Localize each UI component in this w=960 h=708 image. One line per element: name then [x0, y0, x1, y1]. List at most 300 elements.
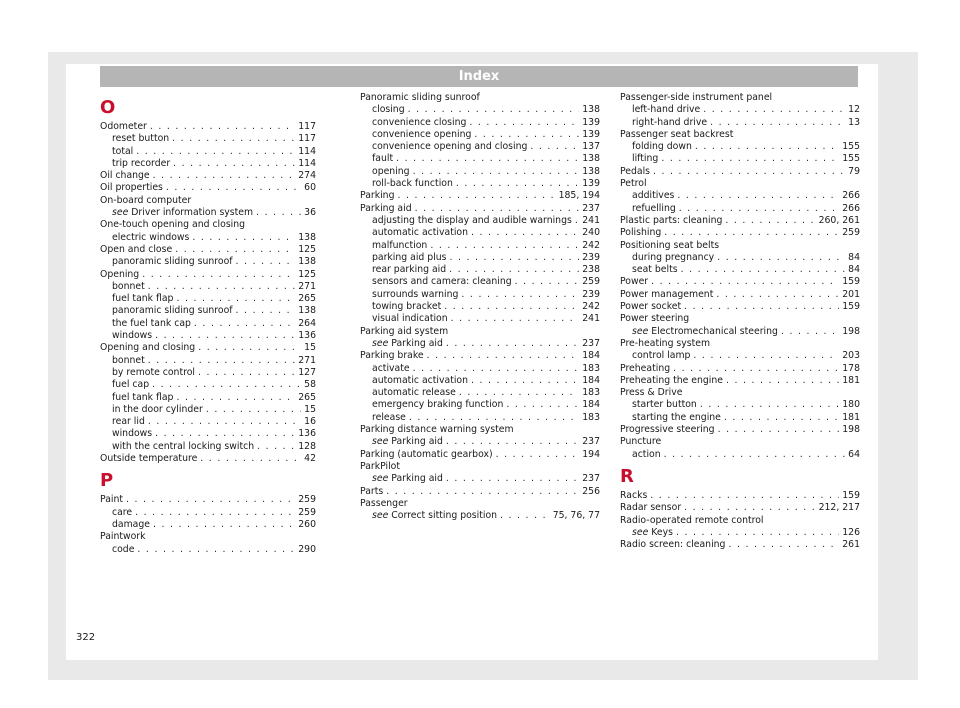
page-reference: 13 — [848, 116, 860, 128]
entry-text: fuel cap — [112, 379, 150, 391]
page-reference: 237 — [582, 202, 600, 214]
entry-label — [112, 232, 189, 244]
index-subentry — [100, 305, 316, 317]
dot-leader — [474, 129, 579, 141]
entry-text: Parking aid — [360, 202, 412, 214]
dot-leader — [415, 203, 580, 215]
dot-leader — [150, 121, 295, 133]
entry-text: Progressive steering — [620, 424, 715, 436]
entry-label — [372, 215, 572, 227]
dot-leader — [198, 342, 301, 354]
index-entry — [360, 424, 600, 436]
dot-leader — [166, 182, 301, 194]
dot-leader — [653, 166, 845, 178]
index-subentry — [100, 416, 316, 428]
page-reference: 117 — [298, 121, 316, 132]
entry-text: convenience opening and closing — [372, 141, 528, 153]
dot-leader — [515, 276, 580, 288]
page-reference: 181 — [842, 411, 860, 423]
entry-label — [360, 350, 424, 362]
entry-label — [372, 412, 406, 424]
index-subentry — [620, 153, 860, 165]
entry-text: Passenger-side instrument panel — [620, 92, 773, 103]
page-reference: 16 — [304, 416, 316, 428]
entry-text: Positioning seat belts — [620, 239, 720, 251]
entry-text: bonnet — [112, 280, 145, 292]
dot-leader — [469, 117, 579, 129]
index-subentry — [360, 252, 600, 264]
entry-text: Parking aid system — [360, 325, 449, 337]
entry-label — [620, 301, 681, 313]
entry-label — [620, 539, 725, 551]
entry-label — [632, 326, 778, 338]
page-reference: 290 — [298, 543, 316, 555]
entry-label — [112, 256, 233, 268]
entry-text: total — [112, 145, 134, 157]
entry-label — [100, 121, 147, 133]
index-column-3 — [620, 92, 860, 551]
entry-label — [620, 490, 647, 502]
entry-text: surrounds warning — [372, 288, 459, 300]
entry-text: Oil properties — [100, 182, 163, 194]
dot-leader — [506, 399, 579, 411]
entry-text: Parking aid — [391, 337, 443, 349]
entry-label — [372, 436, 443, 448]
dot-leader — [172, 133, 295, 145]
page-reference: 183 — [582, 411, 600, 423]
index-subentry — [360, 473, 600, 485]
entry-text: Passenger seat backrest — [620, 128, 734, 140]
index-subentry — [360, 215, 600, 227]
dot-leader — [449, 264, 579, 276]
entry-text: Press & Drive — [620, 387, 683, 399]
dot-leader — [236, 256, 296, 268]
entry-label — [620, 92, 772, 103]
entry-label — [372, 375, 468, 387]
page-reference: 260, 261 — [818, 214, 860, 226]
entry-label — [360, 92, 480, 103]
dot-leader — [142, 269, 295, 281]
dot-leader — [530, 141, 579, 153]
entry-text: parking aid plus — [372, 251, 447, 263]
index-entry — [620, 276, 860, 288]
index-subentry — [620, 449, 860, 461]
entry-text: visual indication — [372, 313, 448, 325]
index-subentry — [100, 232, 316, 244]
index-entry — [100, 195, 316, 207]
index-subentry — [360, 375, 600, 387]
entry-text: Radar sensor — [620, 502, 682, 514]
page-reference: 266 — [842, 202, 860, 214]
dot-leader — [173, 158, 295, 170]
entry-label — [620, 129, 733, 140]
entry-text: Opening — [100, 268, 140, 280]
page-reference: 271 — [298, 354, 316, 366]
entry-text: Power — [620, 276, 649, 288]
entry-label — [112, 318, 191, 330]
dot-leader — [684, 301, 839, 313]
dot-leader — [175, 244, 295, 256]
index-subentry — [100, 519, 316, 531]
entry-text: One-touch opening and closing — [100, 219, 246, 231]
entry-label — [372, 338, 443, 350]
dot-leader — [430, 240, 579, 252]
entry-label — [620, 276, 648, 288]
page-reference: 265 — [298, 293, 316, 305]
page-reference: 264 — [298, 317, 316, 329]
entry-text: closing — [372, 104, 405, 116]
page-reference: 138 — [582, 165, 600, 177]
entry-label — [112, 428, 152, 440]
page-reference: 12 — [848, 104, 860, 116]
page-reference: 184 — [582, 350, 600, 362]
entry-text: Radio screen: cleaning — [620, 539, 726, 551]
entry-label — [632, 104, 700, 116]
index-column-2 — [360, 92, 600, 522]
entry-text: additives — [632, 190, 675, 202]
section-letter: P — [100, 470, 114, 492]
index-entry — [100, 219, 316, 231]
index-subentry — [100, 207, 316, 219]
see-reference: see — [372, 436, 389, 448]
entry-label — [372, 129, 471, 141]
entry-label — [112, 158, 170, 170]
index-entry — [620, 436, 860, 448]
page-reference: 238 — [582, 264, 600, 276]
page-reference: 260 — [298, 518, 316, 530]
page-reference: 125 — [298, 243, 316, 255]
dot-leader — [451, 313, 580, 325]
page-reference: 265 — [298, 391, 316, 403]
entry-label — [100, 342, 195, 354]
entry-text: activate — [372, 362, 410, 374]
index-entry — [620, 424, 860, 436]
index-entry — [360, 486, 600, 498]
dot-leader — [677, 190, 839, 202]
entry-label — [112, 330, 152, 342]
page-reference: 136 — [298, 428, 316, 440]
dot-leader — [155, 330, 295, 342]
entry-text: rear parking aid — [372, 264, 447, 276]
entry-label — [632, 190, 674, 202]
page-reference: 114 — [298, 145, 316, 157]
index-subentry — [620, 412, 860, 424]
dot-leader — [695, 141, 839, 153]
entry-label — [100, 494, 123, 506]
dot-leader — [676, 527, 839, 539]
entry-text: code — [112, 543, 135, 555]
entry-text: fault — [372, 153, 394, 165]
entry-text: panoramic sliding sunroof — [112, 305, 233, 317]
dot-leader — [710, 117, 845, 129]
dot-leader — [450, 252, 580, 264]
index-subentry — [100, 256, 316, 268]
dot-leader — [700, 399, 839, 411]
dot-leader — [650, 490, 839, 502]
entry-text: left-hand drive — [632, 104, 701, 116]
entry-text: Power management — [620, 288, 714, 300]
index-entry — [620, 215, 860, 227]
dot-leader — [703, 104, 845, 116]
entry-label — [372, 166, 410, 178]
dot-leader — [471, 227, 579, 239]
page-reference: 256 — [582, 485, 600, 497]
dot-leader — [471, 375, 579, 387]
page-reference: 155 — [842, 141, 860, 153]
entry-text: convenience closing — [372, 116, 467, 128]
see-reference: see — [372, 510, 389, 522]
entry-label — [632, 399, 697, 411]
dot-leader — [236, 305, 296, 317]
entry-label — [100, 170, 150, 182]
entry-text: malfunction — [372, 239, 428, 251]
entry-text: electric windows — [112, 231, 190, 243]
index-subentry — [360, 178, 600, 190]
page-reference: 138 — [582, 153, 600, 165]
dot-leader — [408, 104, 580, 116]
index-subentry — [100, 544, 316, 556]
index-column-1 — [100, 92, 316, 556]
index-entry — [100, 342, 316, 354]
entry-label — [372, 178, 453, 190]
index-subentry — [360, 129, 600, 141]
entry-label — [372, 141, 527, 153]
entry-text: trip recorder — [112, 157, 171, 169]
index-entry — [100, 244, 316, 256]
page-reference: 198 — [842, 424, 860, 436]
index-entry — [620, 289, 860, 301]
page-reference: 241 — [582, 214, 600, 226]
entry-text: bonnet — [112, 354, 145, 366]
entry-label — [632, 412, 721, 424]
page-reference: 180 — [842, 399, 860, 411]
entry-label — [620, 227, 661, 239]
page-reference: 266 — [842, 190, 860, 202]
entry-text: convenience opening — [372, 128, 472, 140]
dot-leader — [681, 264, 846, 276]
entry-label — [372, 276, 512, 288]
dot-leader — [444, 301, 579, 313]
entry-text: adjusting the display and audible warnings — [372, 214, 572, 226]
entry-text: the fuel tank cap — [112, 317, 191, 329]
dot-leader — [206, 404, 301, 416]
index-subentry — [100, 507, 316, 519]
dot-leader — [664, 227, 839, 239]
entry-text: lifting — [632, 153, 659, 165]
page-reference: 242 — [582, 239, 600, 251]
page-reference: 212, 217 — [818, 502, 860, 514]
index-subentry — [100, 392, 316, 404]
entry-text: fuel tank flap — [112, 391, 174, 403]
index-entry — [620, 166, 860, 178]
dot-leader — [693, 350, 839, 362]
entry-label — [620, 515, 764, 526]
entry-text: automatic release — [372, 387, 456, 399]
index-entry — [100, 494, 316, 506]
dot-leader — [198, 367, 295, 379]
dot-leader — [153, 519, 295, 531]
entry-text: Parking (automatic gearbox) — [360, 448, 493, 460]
page-reference: 84 — [848, 264, 860, 276]
index-subentry — [100, 158, 316, 170]
entry-text: release — [372, 411, 406, 423]
dot-leader — [176, 293, 295, 305]
page-reference: 261 — [842, 539, 860, 551]
page-reference: 237 — [582, 473, 600, 485]
index-entry — [100, 121, 316, 133]
page-reference: 259 — [582, 276, 600, 288]
index-entry — [360, 326, 600, 338]
entry-label — [100, 531, 146, 542]
page-reference: 15 — [304, 403, 316, 415]
index-subentry — [360, 363, 600, 375]
page-reference: 194 — [582, 448, 600, 460]
page-reference: 183 — [582, 362, 600, 374]
entry-label — [632, 203, 676, 215]
page-reference: 198 — [842, 325, 860, 337]
page-reference: 138 — [582, 104, 600, 116]
page-reference: 271 — [298, 280, 316, 292]
entry-label — [112, 507, 132, 519]
page-reference: 139 — [582, 116, 600, 128]
entry-text: reset button — [112, 133, 170, 145]
entry-text: Puncture — [620, 436, 662, 448]
page-reference: 239 — [582, 251, 600, 263]
entry-text: Radio-operated remote control — [620, 514, 764, 526]
page-reference: 139 — [582, 128, 600, 140]
entry-label — [620, 338, 710, 349]
entry-label — [372, 117, 466, 129]
entry-text: Polishing — [620, 227, 662, 239]
entry-label — [372, 473, 443, 485]
dot-leader — [684, 502, 815, 514]
entry-label — [620, 424, 715, 436]
page-reference: 259 — [298, 494, 316, 506]
page-reference: 241 — [582, 313, 600, 325]
entry-label — [372, 104, 405, 116]
entry-label — [632, 264, 678, 276]
entry-text: roll-back function — [372, 178, 453, 190]
entry-label — [620, 363, 670, 375]
see-reference: see — [632, 526, 649, 538]
entry-label — [112, 281, 145, 293]
entry-label — [372, 399, 503, 411]
index-subentry — [360, 436, 600, 448]
dot-leader — [446, 473, 579, 485]
entry-label — [100, 195, 191, 206]
dot-leader — [446, 338, 579, 350]
dot-leader — [396, 153, 579, 165]
index-entry — [100, 269, 316, 281]
index-subentry — [620, 399, 860, 411]
dot-leader — [781, 326, 839, 338]
entry-text: Outside temperature — [100, 453, 198, 465]
entry-label — [360, 461, 400, 472]
index-subentry — [100, 281, 316, 293]
entry-text: Driver information system — [131, 207, 254, 219]
entry-label — [372, 363, 410, 375]
index-entry — [360, 350, 600, 362]
entry-text: control lamp — [632, 350, 691, 362]
dot-leader — [153, 170, 296, 182]
index-subentry — [100, 367, 316, 379]
entry-label — [360, 190, 394, 202]
index-subentry — [360, 141, 600, 153]
index-subentry — [620, 117, 860, 129]
dot-leader — [409, 412, 579, 424]
entry-label — [360, 486, 383, 498]
entry-label — [360, 326, 448, 337]
entry-label — [632, 527, 673, 539]
page-reference: 136 — [298, 330, 316, 342]
dot-leader — [718, 424, 840, 436]
page-reference: 60 — [304, 182, 316, 194]
dot-leader — [651, 276, 839, 288]
page-reference: 84 — [848, 251, 860, 263]
entry-label — [100, 244, 172, 256]
index-entry — [360, 203, 600, 215]
page-reference: 127 — [298, 366, 316, 378]
entry-text: with the central locking switch — [112, 440, 255, 452]
entry-text: Parking aid — [391, 473, 443, 485]
entry-text: automatic activation — [372, 374, 469, 386]
page-reference: 128 — [298, 440, 316, 452]
index-subentry — [620, 141, 860, 153]
dot-leader — [413, 166, 580, 178]
page-reference: 240 — [582, 227, 600, 239]
index-subentry — [620, 350, 860, 362]
entry-text: Oil change — [100, 170, 150, 182]
entry-label — [100, 269, 139, 281]
entry-text: emergency braking function — [372, 399, 504, 411]
dot-leader — [673, 363, 839, 375]
page-reference: 138 — [298, 256, 316, 268]
entry-text: Parking brake — [360, 350, 424, 362]
index-subentry — [360, 104, 600, 116]
see-reference: see — [632, 325, 649, 337]
index-entry — [620, 375, 860, 387]
entry-text: On-board computer — [100, 194, 192, 206]
page-reference: 203 — [842, 350, 860, 362]
dot-leader — [446, 436, 579, 448]
entry-label — [360, 498, 408, 509]
entry-text: Parts — [360, 485, 384, 497]
entry-label — [620, 375, 723, 387]
page-reference: 259 — [842, 227, 860, 239]
entry-label — [620, 240, 719, 251]
dot-leader — [386, 486, 579, 498]
page-reference: 159 — [842, 489, 860, 501]
index-subentry — [620, 527, 860, 539]
dot-leader — [136, 146, 295, 158]
entry-label — [632, 449, 661, 461]
page-reference: 237 — [582, 436, 600, 448]
index-subentry — [360, 240, 600, 252]
dot-leader — [726, 375, 839, 387]
index-subentry — [360, 412, 600, 424]
page-reference: 185, 194 — [558, 190, 600, 202]
page-reference: 114 — [298, 157, 316, 169]
entry-label — [372, 153, 393, 165]
index-subentry — [100, 133, 316, 145]
dot-leader — [176, 392, 295, 404]
entry-label — [372, 227, 468, 239]
dot-leader — [257, 441, 295, 453]
entry-text: Open and close — [100, 243, 173, 255]
dot-leader — [664, 449, 846, 461]
entry-label — [372, 387, 456, 399]
entry-label — [112, 392, 173, 404]
